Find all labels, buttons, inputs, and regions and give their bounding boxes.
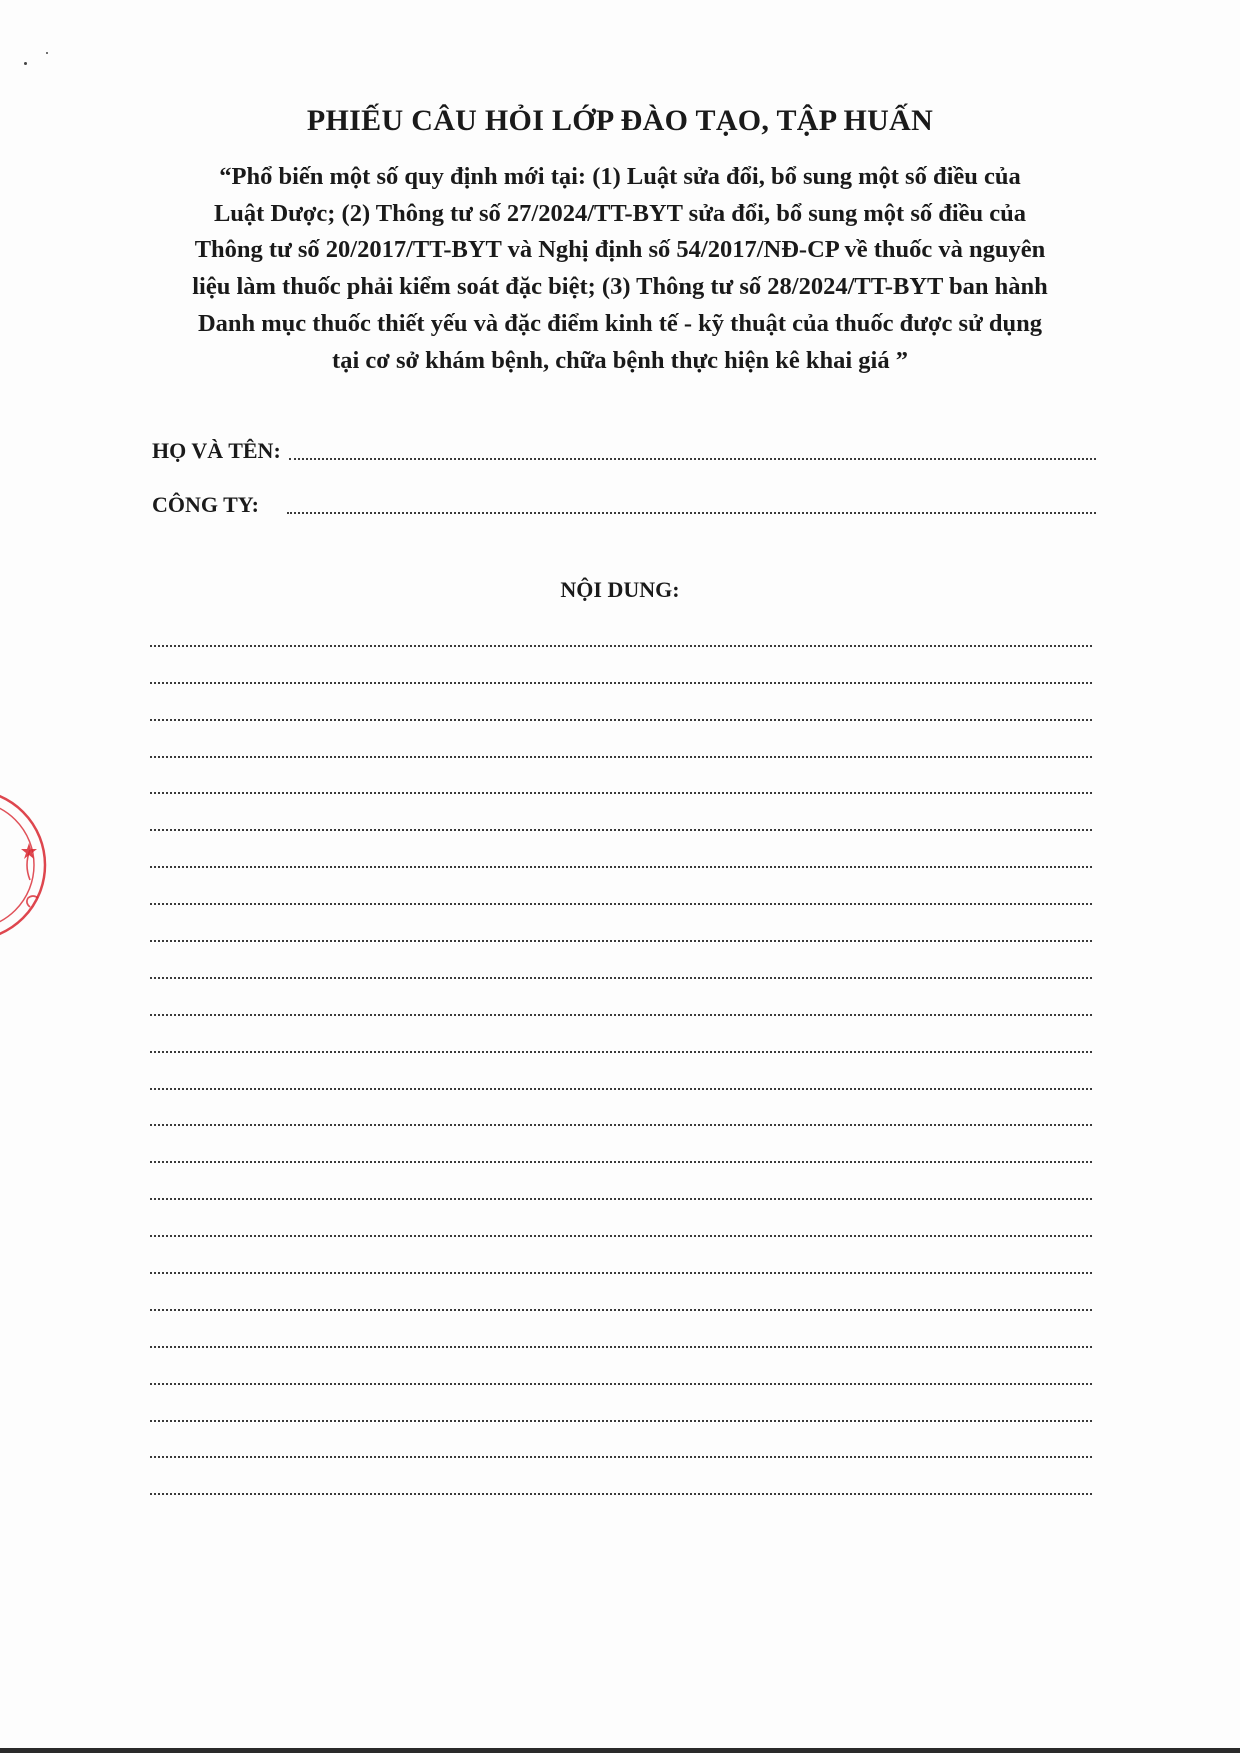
answer-line[interactable]: [150, 1090, 1092, 1127]
answer-line[interactable]: [150, 1053, 1092, 1090]
answer-line[interactable]: [150, 942, 1092, 979]
answer-line[interactable]: [150, 979, 1092, 1016]
answer-line[interactable]: [150, 868, 1092, 905]
subtitle-line: Danh mục thuốc thiết yếu và đặc điểm kinh tế - kỹ thuật của thuốc được sử dụng: [197, 309, 1043, 337]
name-fill-line[interactable]: [289, 458, 1096, 460]
answer-line[interactable]: [150, 1163, 1092, 1200]
scan-speck: [24, 62, 27, 65]
answer-line[interactable]: [150, 905, 1092, 942]
answer-line[interactable]: [150, 721, 1092, 758]
answer-line[interactable]: [150, 1458, 1092, 1495]
form-title: PHIẾU CÂU HỎI LỚP ĐÀO TẠO, TẬP HUẤN: [306, 104, 934, 137]
answer-line[interactable]: [150, 831, 1092, 868]
answer-line[interactable]: [150, 1311, 1092, 1348]
form-subtitle: [95, 159, 1145, 379]
answer-line[interactable]: [150, 1016, 1092, 1053]
scan-speck: [46, 52, 48, 54]
answer-line[interactable]: [150, 647, 1092, 684]
scan-edge-bar: [0, 1748, 1240, 1753]
answer-line[interactable]: [150, 758, 1092, 795]
answer-line[interactable]: [150, 1126, 1092, 1163]
subtitle-line: “Phổ biến một số quy định mới tại: (1) Luật sửa đổi, bổ sung một số điều của: [219, 163, 1021, 190]
company-field: [152, 488, 1096, 518]
answer-line[interactable]: [150, 794, 1092, 831]
subtitle-line: tại cơ sở khám bệnh, chữa bệnh thực hiện kê khai giá ”: [332, 346, 908, 374]
answer-line[interactable]: [150, 684, 1092, 721]
name-label: HỌ VÀ TÊN:: [152, 438, 281, 463]
answer-line[interactable]: [150, 1200, 1092, 1237]
subtitle-line: liệu làm thuốc phải kiểm soát đặc biệt; (3) Thông tư số 28/2024/TT-BYT ban hành: [192, 273, 1048, 301]
company-label: CÔNG TY:: [152, 492, 259, 517]
answer-line[interactable]: [150, 1237, 1092, 1274]
answer-lines: [150, 610, 1092, 1495]
company-fill-line[interactable]: [287, 512, 1096, 514]
red-stamp-seal: [0, 780, 60, 950]
content-heading: NỘI DUNG:: [560, 577, 680, 602]
answer-line[interactable]: [150, 1274, 1092, 1311]
answer-line[interactable]: [150, 1348, 1092, 1385]
answer-line[interactable]: [150, 1422, 1092, 1459]
subtitle-line: Thông tư số 20/2017/TT-BYT và Nghị định số 54/2017/NĐ-CP về thuốc và nguyên: [194, 236, 1046, 264]
subtitle-line: Luật Dược; (2) Thông tư số 27/2024/TT-BYT sửa đổi, bổ sung một số điều của: [213, 199, 1027, 227]
answer-line[interactable]: [150, 1385, 1092, 1422]
answer-line[interactable]: [150, 610, 1092, 647]
name-field: [152, 434, 1096, 464]
